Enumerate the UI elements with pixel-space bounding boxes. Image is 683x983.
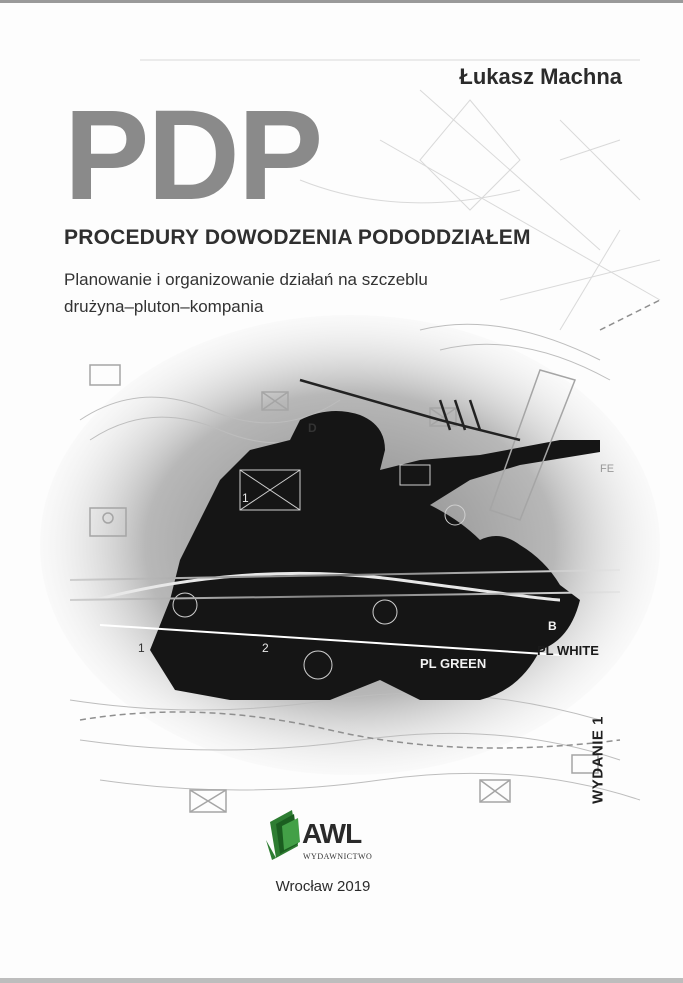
author-name: Łukasz Machna [459,64,622,89]
place-and-year: Wrocław 2019 [275,878,371,895]
subtitle-line: drużyna–pluton–kompania [64,297,264,316]
book-title: PROCEDURY DOWODZENIA PODODDZIAŁEM [64,226,531,249]
map-unit-mark: 2 [262,641,269,655]
map-unit-mark: B [548,619,557,633]
map-unit-mark: 1 [242,491,249,505]
edition-label: WYDANIE 1 [589,716,607,804]
scan-edge-bottom [0,978,683,983]
map-unit-mark: FE [600,463,615,475]
publisher-logo-sub: WYDAWNICTWO [303,852,373,861]
label-pl-green: PL GREEN [420,656,487,671]
map-unit-mark: 1 [138,641,145,655]
cover-acronym: PDP [64,84,322,227]
subtitle-line: Planowanie i organizowanie działań na szczeblu [64,270,428,289]
publisher-logo-text: AWL [302,818,362,849]
label-pl-white: PL WHITE [537,643,599,658]
book-subtitle [64,266,534,320]
map-unit-mark: D [308,421,317,435]
